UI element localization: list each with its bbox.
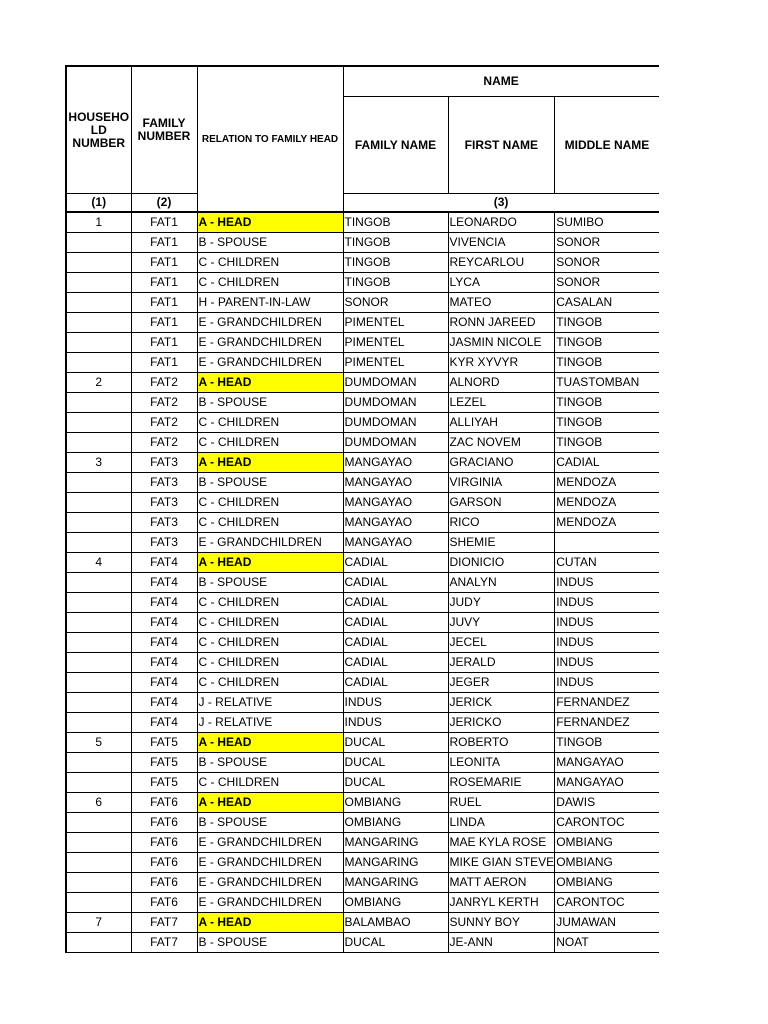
table-row: [66, 753, 659, 773]
household-number-cell: 4: [66, 553, 131, 573]
family-number-cell: FAT4: [131, 633, 197, 653]
family-number-cell: FAT2: [131, 393, 197, 413]
family-number-cell: FAT2: [131, 433, 197, 453]
middle-name-cell: INDUS: [555, 633, 659, 653]
column-number-3: (3): [343, 194, 659, 213]
family-number-cell: FAT1: [131, 313, 197, 333]
first-name-cell: SUNNY BOY: [448, 913, 555, 933]
table-row: [66, 433, 659, 453]
table-row: [66, 853, 659, 873]
first-name-cell: JERALD: [448, 653, 555, 673]
first-name-cell: JEGER: [448, 673, 555, 693]
household-number-cell: [66, 333, 131, 353]
relation-cell: A - HEAD: [197, 212, 343, 233]
first-name-cell: RICO: [448, 513, 555, 533]
first-name-cell: JE-ANN: [448, 933, 555, 953]
household-number-cell: [66, 753, 131, 773]
family-number-cell: FAT2: [131, 413, 197, 433]
family-name-cell: MANGARING: [343, 833, 448, 853]
household-number-cell: [66, 513, 131, 533]
middle-name-cell: TUASTOMBAN: [555, 373, 659, 393]
table-row: [66, 313, 659, 333]
family-number-cell: FAT3: [131, 473, 197, 493]
relation-cell: E - GRANDCHILDREN: [197, 333, 343, 353]
relation-cell: E - GRANDCHILDREN: [197, 853, 343, 873]
family-name-cell: PIMENTEL: [343, 333, 448, 353]
table-row: [66, 613, 659, 633]
middle-name-cell: SONOR: [555, 233, 659, 253]
table-row: [66, 273, 659, 293]
family-name-cell: DUMDOMAN: [343, 433, 448, 453]
family-number-cell: FAT6: [131, 853, 197, 873]
household-number-cell: [66, 313, 131, 333]
middle-name-cell: INDUS: [555, 573, 659, 593]
family-name-cell: TINGOB: [343, 212, 448, 233]
relation-cell: H - PARENT-IN-LAW: [197, 293, 343, 313]
family-number-cell: FAT4: [131, 593, 197, 613]
relation-cell: E - GRANDCHILDREN: [197, 873, 343, 893]
family-name-cell: DUCAL: [343, 773, 448, 793]
first-name-cell: RONN JAREED: [448, 313, 555, 333]
family-number-cell: FAT1: [131, 273, 197, 293]
household-number-cell: 1: [66, 212, 131, 233]
first-name-cell: ANALYN: [448, 573, 555, 593]
middle-name-cell: FERNANDEZ: [555, 713, 659, 733]
table-row: [66, 212, 659, 233]
household-number-cell: [66, 673, 131, 693]
household-number-cell: [66, 293, 131, 313]
table-row: [66, 813, 659, 833]
family-name-header: FAMILY NAME: [343, 97, 448, 194]
first-name-cell: LEONITA: [448, 753, 555, 773]
middle-name-cell: JUMAWAN: [555, 913, 659, 933]
middle-name-cell: TINGOB: [555, 393, 659, 413]
first-name-cell: LYCA: [448, 273, 555, 293]
first-name-cell: MIKE GIAN STEVE: [448, 853, 555, 873]
table-row: [66, 913, 659, 933]
family-name-cell: MANGAYAO: [343, 513, 448, 533]
family-name-cell: CADIAL: [343, 593, 448, 613]
family-name-cell: PIMENTEL: [343, 313, 448, 333]
first-name-cell: DIONICIO: [448, 553, 555, 573]
table-row: [66, 453, 659, 473]
relation-cell: C - CHILDREN: [197, 673, 343, 693]
family-number-cell: FAT3: [131, 453, 197, 473]
table-row: [66, 533, 659, 553]
household-number-cell: [66, 533, 131, 553]
family-number-cell: FAT5: [131, 753, 197, 773]
table-row: [66, 633, 659, 653]
household-number-cell: [66, 833, 131, 853]
middle-name-cell: MENDOZA: [555, 473, 659, 493]
family-number-cell: FAT7: [131, 933, 197, 953]
family-number-cell: FAT6: [131, 833, 197, 853]
table-row: [66, 573, 659, 593]
household-number-cell: [66, 653, 131, 673]
first-name-cell: GARSON: [448, 493, 555, 513]
middle-name-cell: TINGOB: [555, 433, 659, 453]
family-number-cell: FAT1: [131, 333, 197, 353]
family-name-cell: TINGOB: [343, 273, 448, 293]
middle-name-cell: OMBIANG: [555, 833, 659, 853]
first-name-cell: MATEO: [448, 293, 555, 313]
middle-name-cell: OMBIANG: [555, 853, 659, 873]
family-name-cell: OMBIANG: [343, 813, 448, 833]
family-name-cell: MANGAYAO: [343, 533, 448, 553]
family-number-cell: FAT3: [131, 513, 197, 533]
first-name-cell: JECEL: [448, 633, 555, 653]
family-name-cell: TINGOB: [343, 233, 448, 253]
family-number-cell: FAT1: [131, 212, 197, 233]
relation-cell: C - CHILDREN: [197, 613, 343, 633]
relation-cell: E - GRANDCHILDREN: [197, 533, 343, 553]
family-name-cell: CADIAL: [343, 573, 448, 593]
relation-cell: B - SPOUSE: [197, 393, 343, 413]
family-number-cell: FAT4: [131, 713, 197, 733]
relation-cell: E - GRANDCHILDREN: [197, 313, 343, 333]
table-row: [66, 393, 659, 413]
middle-name-cell: INDUS: [555, 593, 659, 613]
relation-cell: E - GRANDCHILDREN: [197, 893, 343, 913]
relation-cell: C - CHILDREN: [197, 413, 343, 433]
relation-cell: B - SPOUSE: [197, 573, 343, 593]
household-number-cell: 5: [66, 733, 131, 753]
family-name-cell: MANGAYAO: [343, 493, 448, 513]
middle-name-cell: INDUS: [555, 613, 659, 633]
middle-name-cell: INDUS: [555, 653, 659, 673]
household-number-cell: [66, 413, 131, 433]
household-number-cell: [66, 433, 131, 453]
household-number-cell: [66, 593, 131, 613]
first-name-cell: GRACIANO: [448, 453, 555, 473]
household-number-cell: [66, 573, 131, 593]
family-name-cell: PIMENTEL: [343, 353, 448, 373]
first-name-cell: VIVENCIA: [448, 233, 555, 253]
household-number-cell: [66, 933, 131, 953]
relation-cell: A - HEAD: [197, 733, 343, 753]
relation-cell: A - HEAD: [197, 553, 343, 573]
table-row: [66, 733, 659, 753]
table-row: [66, 653, 659, 673]
first-name-cell: VIRGINIA: [448, 473, 555, 493]
first-name-cell: JUVY: [448, 613, 555, 633]
name-header: NAME: [343, 66, 659, 97]
household-number-cell: 2: [66, 373, 131, 393]
middle-name-cell: NOAT: [555, 933, 659, 953]
relation-cell: C - CHILDREN: [197, 273, 343, 293]
first-name-cell: JASMIN NICOLE: [448, 333, 555, 353]
household-number-cell: [66, 273, 131, 293]
household-number-cell: [66, 473, 131, 493]
middle-name-cell: CADIAL: [555, 453, 659, 473]
family-name-cell: CADIAL: [343, 613, 448, 633]
first-name-cell: REYCARLOU: [448, 253, 555, 273]
relation-cell: C - CHILDREN: [197, 593, 343, 613]
middle-name-cell: MENDOZA: [555, 493, 659, 513]
household-number-cell: [66, 873, 131, 893]
family-number-cell: FAT2: [131, 373, 197, 393]
relation-cell: A - HEAD: [197, 453, 343, 473]
household-number-cell: 7: [66, 913, 131, 933]
family-number-cell: FAT6: [131, 873, 197, 893]
column-number-2: (2): [131, 194, 197, 213]
middle-name-cell: [555, 533, 659, 553]
household-number-cell: [66, 393, 131, 413]
family-name-cell: DUCAL: [343, 933, 448, 953]
family-number-cell: FAT5: [131, 773, 197, 793]
table-row: [66, 413, 659, 433]
household-number-cell: [66, 813, 131, 833]
table-row: [66, 893, 659, 913]
family-number-cell: FAT6: [131, 893, 197, 913]
family-name-cell: MANGARING: [343, 873, 448, 893]
relation-cell: A - HEAD: [197, 793, 343, 813]
middle-name-header: MIDDLE NAME: [555, 97, 659, 194]
middle-name-cell: SUMIBO: [555, 212, 659, 233]
table-row: [66, 333, 659, 353]
family-number-cell: FAT4: [131, 573, 197, 593]
relation-header: RELATION TO FAMILY HEAD: [197, 66, 343, 212]
first-name-cell: LINDA: [448, 813, 555, 833]
table-row: [66, 233, 659, 253]
column-number-1: (1): [66, 194, 131, 213]
family-name-cell: CADIAL: [343, 633, 448, 653]
table-row: [66, 513, 659, 533]
table-row: [66, 773, 659, 793]
relation-cell: J - RELATIVE: [197, 713, 343, 733]
middle-name-cell: TINGOB: [555, 733, 659, 753]
table-row: [66, 713, 659, 733]
first-name-cell: LEONARDO: [448, 212, 555, 233]
first-name-cell: SHEMIE: [448, 533, 555, 553]
first-name-cell: MAE KYLA ROSE: [448, 833, 555, 853]
middle-name-cell: INDUS: [555, 673, 659, 693]
first-name-cell: MATT AERON: [448, 873, 555, 893]
family-name-cell: DUMDOMAN: [343, 393, 448, 413]
first-name-cell: ALLIYAH: [448, 413, 555, 433]
middle-name-cell: MENDOZA: [555, 513, 659, 533]
relation-cell: C - CHILDREN: [197, 513, 343, 533]
household-number-cell: 6: [66, 793, 131, 813]
middle-name-cell: SONOR: [555, 273, 659, 293]
table-row: [66, 593, 659, 613]
relation-cell: E - GRANDCHILDREN: [197, 353, 343, 373]
relation-cell: C - CHILDREN: [197, 773, 343, 793]
family-number-cell: FAT4: [131, 553, 197, 573]
table-row: [66, 553, 659, 573]
household-number-cell: [66, 613, 131, 633]
household-number-cell: [66, 773, 131, 793]
middle-name-cell: SONOR: [555, 253, 659, 273]
middle-name-cell: CARONTOC: [555, 813, 659, 833]
family-name-cell: MANGAYAO: [343, 453, 448, 473]
family-name-cell: TINGOB: [343, 253, 448, 273]
middle-name-cell: MANGAYAO: [555, 773, 659, 793]
family-name-cell: BALAMBAO: [343, 913, 448, 933]
table-row: [66, 793, 659, 813]
first-name-cell: LEZEL: [448, 393, 555, 413]
family-number-header: FAMILY NUMBER: [131, 66, 197, 194]
family-name-cell: DUCAL: [343, 733, 448, 753]
first-name-cell: JERICKO: [448, 713, 555, 733]
family-number-cell: FAT4: [131, 673, 197, 693]
table-row: [66, 473, 659, 493]
household-number-cell: [66, 853, 131, 873]
family-number-cell: FAT1: [131, 233, 197, 253]
relation-cell: E - GRANDCHILDREN: [197, 833, 343, 853]
relation-cell: C - CHILDREN: [197, 633, 343, 653]
table-row: [66, 253, 659, 273]
relation-cell: C - CHILDREN: [197, 433, 343, 453]
family-name-cell: DUCAL: [343, 753, 448, 773]
household-number-cell: [66, 693, 131, 713]
family-number-cell: FAT5: [131, 733, 197, 753]
first-name-cell: ROSEMARIE: [448, 773, 555, 793]
household-table: [65, 65, 659, 953]
table-row: [66, 373, 659, 393]
family-number-cell: FAT4: [131, 693, 197, 713]
relation-cell: A - HEAD: [197, 913, 343, 933]
relation-cell: C - CHILDREN: [197, 493, 343, 513]
middle-name-cell: FERNANDEZ: [555, 693, 659, 713]
first-name-cell: RUEL: [448, 793, 555, 813]
middle-name-cell: MANGAYAO: [555, 753, 659, 773]
middle-name-cell: TINGOB: [555, 353, 659, 373]
relation-cell: B - SPOUSE: [197, 933, 343, 953]
family-name-cell: INDUS: [343, 713, 448, 733]
table-row: [66, 873, 659, 893]
middle-name-cell: OMBIANG: [555, 873, 659, 893]
family-number-cell: FAT1: [131, 293, 197, 313]
first-name-header: FIRST NAME: [448, 97, 555, 194]
family-number-cell: FAT4: [131, 613, 197, 633]
household-number-cell: [66, 353, 131, 373]
household-number-cell: [66, 253, 131, 273]
middle-name-cell: DAWIS: [555, 793, 659, 813]
middle-name-cell: TINGOB: [555, 413, 659, 433]
family-name-cell: OMBIANG: [343, 893, 448, 913]
family-name-cell: DUMDOMAN: [343, 413, 448, 433]
relation-cell: B - SPOUSE: [197, 233, 343, 253]
household-number-cell: [66, 633, 131, 653]
household-number-cell: [66, 493, 131, 513]
family-name-cell: CADIAL: [343, 673, 448, 693]
family-number-cell: FAT3: [131, 493, 197, 513]
household-number-cell: [66, 233, 131, 253]
table-row: [66, 833, 659, 853]
table-row: [66, 693, 659, 713]
relation-cell: A - HEAD: [197, 373, 343, 393]
table-row: [66, 933, 659, 953]
first-name-cell: JERICK: [448, 693, 555, 713]
table-row: [66, 293, 659, 313]
family-name-cell: SONOR: [343, 293, 448, 313]
table-row: [66, 673, 659, 693]
first-name-cell: JUDY: [448, 593, 555, 613]
family-number-cell: FAT6: [131, 793, 197, 813]
family-name-cell: INDUS: [343, 693, 448, 713]
first-name-cell: ALNORD: [448, 373, 555, 393]
family-number-cell: FAT3: [131, 533, 197, 553]
family-number-cell: FAT7: [131, 913, 197, 933]
family-name-cell: MANGAYAO: [343, 473, 448, 493]
family-name-cell: MANGARING: [343, 853, 448, 873]
middle-name-cell: TINGOB: [555, 333, 659, 353]
middle-name-cell: CASALAN: [555, 293, 659, 313]
family-name-cell: DUMDOMAN: [343, 373, 448, 393]
relation-cell: B - SPOUSE: [197, 753, 343, 773]
relation-cell: B - SPOUSE: [197, 813, 343, 833]
relation-cell: J - RELATIVE: [197, 693, 343, 713]
family-name-cell: CADIAL: [343, 553, 448, 573]
middle-name-cell: CARONTOC: [555, 893, 659, 913]
first-name-cell: ROBERTO: [448, 733, 555, 753]
middle-name-cell: CUTAN: [555, 553, 659, 573]
family-number-cell: FAT1: [131, 353, 197, 373]
household-number-cell: 3: [66, 453, 131, 473]
middle-name-cell: TINGOB: [555, 313, 659, 333]
family-name-cell: CADIAL: [343, 653, 448, 673]
family-number-cell: FAT1: [131, 253, 197, 273]
first-name-cell: KYR XYVYR: [448, 353, 555, 373]
relation-cell: B - SPOUSE: [197, 473, 343, 493]
household-number-cell: [66, 713, 131, 733]
first-name-cell: ZAC NOVEM: [448, 433, 555, 453]
household-number-cell: [66, 893, 131, 913]
first-name-cell: JANRYL KERTH: [448, 893, 555, 913]
family-number-cell: FAT6: [131, 813, 197, 833]
relation-cell: C - CHILDREN: [197, 653, 343, 673]
table-row: [66, 353, 659, 373]
family-number-cell: FAT4: [131, 653, 197, 673]
household-number-header: HOUSEHO LD NUMBER: [66, 66, 131, 194]
relation-cell: C - CHILDREN: [197, 253, 343, 273]
family-name-cell: OMBIANG: [343, 793, 448, 813]
table-row: [66, 493, 659, 513]
